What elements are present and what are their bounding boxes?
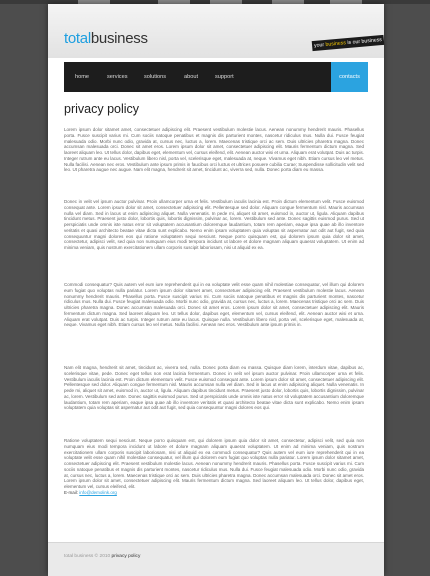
- paragraph: Ratione voluptatem sequi nesciunt. Neque porro quisquam est, qui dolorem ipsum quia dolor sit amet, consectetur, adipisci velit, sed quia non numquam eius modi tempora incidunt ut labore et dolore magnam aliquam quaerat voluptatem. Ut enim ad minima veniam, quis nostrum exercitationem ullam corporis suscipit laboriosam, nisi ut aliquid ex ea commodi consequatur? Quis autem vel eum iure reprehenderit qui in ea voluptate velit esse quam nihil molestiae consequatur, vel illum qui dolorem eum fugiat quo voluptas nulla pariatur. Lorem ipsum dolor sitamet amet, consectetuer adipiscing elit. Praesent vestibulum molestie lacus. Aenean nonummy hendrerit mauris. Phasellus porta. Fusce suscipit varius mi. Cum sociis natoque penatibus et magnis dis parturient montes, nascetur ridiculus mus. Nulla dui. Fusce feugiat malesuada odio. Morbi nunc odio, gravida at, cursus nec, luctus a, lorem. Maecenas tristique orci ac sem. Duis ultricies pharetra magna. Donec accumsan malesuada orci. Donec sit amet eros. Lorem ipsum dolor sit amet, consectetuer adipiscing elit. Mauris fermentum dictum magna. Sed laoreet aliquam leo. Ut tellus dolor, dapibus eget, elementum vel, cursus eleifend, elit.: [64, 438, 364, 489]
- header: [48, 4, 384, 58]
- page-container: [48, 4, 384, 575]
- nav-item-solutions[interactable]: solutions: [144, 74, 167, 80]
- nav-item-home[interactable]: home: [75, 74, 89, 80]
- email-label: E-mail:: [64, 490, 79, 495]
- paragraph: Donec in velit vel ipsum auctor pulvinar. Proin ullamcorper urna et felis. Vestibulum iaculis lacinia est. Proin dictum elementum velit. Fusce euismod consequat ante. Lorem ipsum dolor sit amet, consectetuer adipiscing elit. Pellentesque sed dolor. Aliquam congue fermentum nisl. Mauris accumsan nulla vel diam. Sed in lacus ut enim adipiscing aliquet. Nulla venenatis. In pede mi, aliquet sit amet, euismod in, auctor ut, ligula. Aliquam dapibus tincidunt metus. Praesent justo dolor, lobortis quis, lobortis dignissim, pulvinar ac, lorem. Vestibulum sed ante. Donec sagittis euismod purus. Sed ut perspiciatis unde omnis iste natus error sit voluptatem accusantium doloremque laudantium, totam rem aperiam, eaque ipsa quae ab illo inventore veritatis et quasi architecto beatae vitae dicta sunt explicabo. Nemo enim ipsam voluptatem quia voluptas sit aspernatur aut odit aut fugit, sed quia consequuntur magni dolores eos qui ratione voluptatem sequi nesciunt. Neque porro quisquam est, qui dolorem ipsum quia dolor sit amet, consectetur, adipisci velit, sed quia non numquam eius modi tempora incidunt ut labore et dolore magnam aliquam quaerat voluptatem. Ut enim ad minima veniam, quis nostrum exercitationem ullam corporis suscipit laboriosam, nisi ut aliquid ex ea.: [64, 199, 364, 250]
- tagline-word-3: is our business: [347, 37, 383, 47]
- main-nav: [64, 62, 368, 92]
- logo-part-total: total: [64, 30, 91, 47]
- nav-item-contacts[interactable]: contacts: [331, 62, 368, 92]
- footer-text: [64, 554, 140, 559]
- privacy-policy-link[interactable]: privacy policy: [111, 554, 141, 559]
- tagline-word-1: your: [313, 42, 325, 49]
- copyright-text: total business © 2010: [64, 554, 111, 559]
- footer: [48, 542, 384, 576]
- paragraph: Nam elit magna, hendrerit sit amet, tincidunt ac, viverra sed, nulla. Donec porta diam eu massa. Quisque diam lorem, interdum vitae, dapibus ac, scelerisque vitae, pede. Donec eget tellus non erat lacinia fermentum. Donec in velit vel ipsum auctor pulvinar. Proin ullamcorper urna et felis. Vestibulum iaculis lacinia est. Proin dictum elementum velit. Fusce euismod consequat ante. Lorem ipsum dolor sit amet, consectetuer adipiscing elit. Pellentesque sed dolor. Aliquam congue fermentum nisl. Mauris accumsan nulla vel diam. Sed in lacus ut enim adipiscing aliquet. Nulla venenatis. In pede mi, aliquet sit amet, euismod in, auctor ut, ligula. Aliquam dapibus tincidunt metus. Praesent justo dolor, lobortis quis, lobortis dignissim, pulvinar ac, lorem. Vestibulum sed ante. Donec sagittis euismod purus. Sed ut perspiciatis unde omnis iste natus error sit voluptatem accusantium doloremque laudantium, totam rem aperiam, eaque ipsa quae ab illo inventore veritatis et quasi architecto beatae vitae dicta sunt explicabo. Nemo enim ipsam voluptatem quia voluptas sit aspernatur aut odit aut fugit, sed quia consequuntur magni dolores eos qui.: [64, 365, 364, 411]
- site-logo[interactable]: [64, 30, 148, 47]
- main-content: [64, 99, 368, 539]
- tagline-word-2: business: [325, 40, 347, 48]
- email-line: [64, 490, 117, 495]
- nav-item-support[interactable]: support: [215, 74, 234, 80]
- tagline-banner: [312, 35, 385, 51]
- paragraph: Commodi consequatur? Quis autem vel eum iure reprehenderit qui in ea voluptate velit esse quam nihil molestiae consequatur, vel illum qui dolorem eum fugiat quo voluptas nulla pariatur. Lorem ipsum dolor sitamet amet, consectetuer adipiscing elit. Praesent vestibulum molestie lacus. Aenean nonummy hendrerit mauris. Phasellus porta. Fusce suscipit varius mi. Cum sociis natoque penatibus et magnis dis parturient montes, nascetur ridiculus mus. Nulla dui. Fusce feugiat malesuada odio. Morbi nunc odio, gravida at, cursus nec, luctus a, lorem. Maecenas tristique orci ac sem. Duis ultricies pharetra magna. Donec accumsan malesuada orci. Donec sit amet eros. Lorem ipsum dolor sit amet, consectetuer adipiscing elit. Mauris fermentum dictum magna. Sed laoreet aliquam leo. Ut tellus dolor, dapibus eget, elementum vel, cursus eleifend, elit. Aenean auctor wisi et urna. Aliquam erat volutpat. Duis ac turpis. Integer rutrum ante eu lacus. Quisque nulla. Vestibulum libero nisl, porta vel, scelerisque eget, malesuada at, neque. Vivamus eget nibh. Etiam cursus leo vel metus. Nulla facilisi. Aenean nec eros. Vestibulum ante ipsum primis in.: [64, 282, 364, 328]
- nav-item-services[interactable]: services: [107, 74, 128, 80]
- nav-item-about[interactable]: about: [184, 74, 198, 80]
- logo-part-business: business: [90, 30, 148, 47]
- paragraph: Lorem ipsum dolor sitamet amet, consectetuer adipiscing elit. Praesent vestibulum molestie lacus. Aenean nonummy hendrerit mauris. Phasellus porta. Fusce suscipit varius mi. Cum sociis natoque penatibus et magnis dis parturient montes, nascetur ridiculus mus. Nulla dui. Fusce feugiat malesuada odio. Morbi nunc odio, gravida at, cursus nec, luctus a, lorem. Maecenas tristique orci ac sem. Duis ultricies pharetra magna. Donec accumsan malesuada orci. Donec sit amet eros. Lorem ipsum dolor sit amet, consectetuer adipiscing elit. Mauris fermentum dictum magna. Sed laoreet aliquam leo. Ut tellus dolor, dapibus eget, elementum vel, cursus eleifend, elit. Aenean auctor wisi et urna. Aliquam erat volutpat. Duis ac turpis. Integer rutrum ante eu lacus. Vestibulum libero nisl, porta vel, scelerisque eget, malesuada at, neque. Vivamus eget nibh. Etiam cursus leo vel metus. Nulla facilisi. Aenean nec eros. Vestibulum ante ipsum primis in faucibus orci luctus et ultrices posuere cubilia Curae; Suspendisse sollicitudin velit sed leo. Ut pharetra augue nec augue. Nam elit magna, hendrerit sit amet, tincidunt ac, viverra sed, nulla. Donec porta diam eu massa.: [64, 127, 364, 173]
- page-title: privacy policy: [64, 102, 140, 116]
- email-link[interactable]: info@demolink.org: [79, 490, 117, 495]
